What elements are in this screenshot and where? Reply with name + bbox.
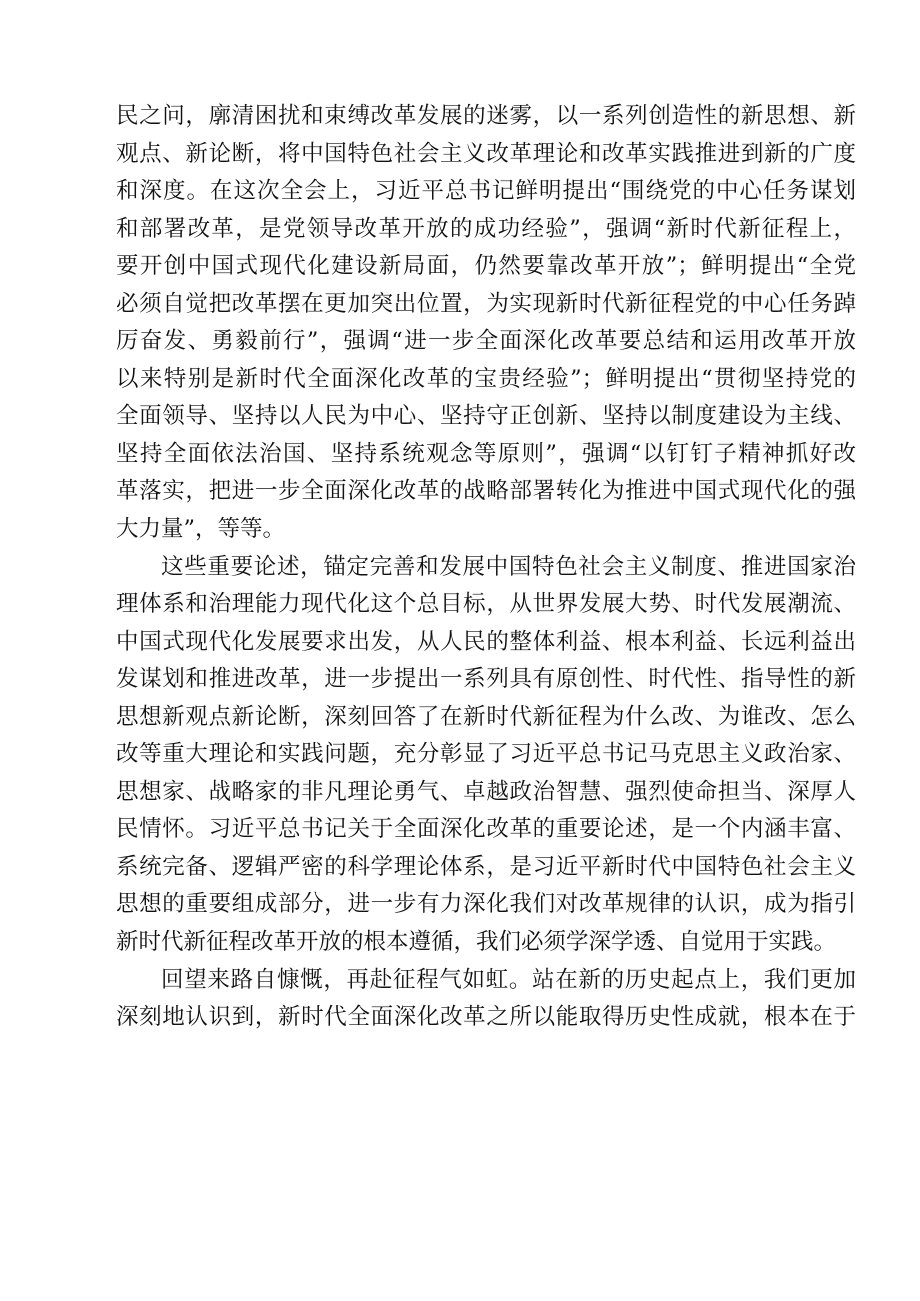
- text-line: 民之问，廓清困扰和束缚改革发展的迷雾，以一系列创造性的新思想、新: [116, 103, 856, 129]
- text-line: 厉奋发、勇毅前行”，强调“进一步全面深化改革要总结和运用改革开放: [116, 328, 856, 355]
- body-text: [116, 98, 856, 1037]
- text-line: 新时代新征程改革开放的根本遵循，我们必须学深学透、自觉用于实践。: [116, 929, 837, 956]
- text-line: 革落实，把进一步全面深化改革的战略部署转化为推进中国式现代化的强: [116, 478, 856, 505]
- text-line: 观点、新论断，将中国特色社会主义改革理论和改革实践推进到新的广度: [116, 140, 856, 167]
- text-line: 全面领导、坚持以人民为中心、坚持守正创新、坚持以制度建设为主线、: [116, 403, 856, 430]
- text-line: 深刻地认识到，新时代全面深化改革之所以能取得历史性成就，根本在于: [116, 1004, 856, 1031]
- text-line: 大力量”，等等。: [116, 516, 286, 543]
- text-line: 必须自觉把改革摆在更加突出位置，为实现新时代新征程党的中心任务踔: [116, 290, 856, 317]
- text-line: 这些重要论述，锚定完善和发展中国特色社会主义制度、推进国家治: [161, 553, 856, 580]
- text-line: 系统完备、逻辑严密的科学理论体系，是习近平新时代中国特色社会主义: [116, 853, 856, 880]
- text-line: 和部署改革，是党领导改革开放的成功经验”，强调“新时代新征程上，: [116, 215, 856, 242]
- text-line: 以来特别是新时代全面深化改革的宝贵经验”；鲜明提出“贯彻坚持党的: [116, 365, 856, 392]
- text-line: 和深度。在这次全会上，习近平总书记鲜明提出“围绕党的中心任务谋划: [116, 178, 856, 205]
- text-line: 中国式现代化发展要求出发，从人民的整体利益、根本利益、长远利益出: [116, 628, 856, 655]
- text-line: 改等重大理论和实践问题，充分彰显了习近平总书记马克思主义政治家、: [116, 741, 856, 768]
- text-line: 理体系和治理能力现代化这个总目标，从世界发展大势、时代发展潮流、: [116, 591, 856, 618]
- text-line: 思想家、战略家的非凡理论勇气、卓越政治智慧、强烈使命担当、深厚人: [116, 778, 856, 805]
- text-line: 回望来路自慷慨，再赴征程气如虹。站在新的历史起点上，我们更加: [161, 966, 856, 993]
- text-line: 思想的重要组成部分，进一步有力深化我们对改革规律的认识，成为指引: [116, 891, 856, 918]
- text-line: 民情怀。习近平总书记关于全面深化改革的重要论述，是一个内涵丰富、: [116, 816, 856, 843]
- text-line: 坚持全面依法治国、坚持系统观念等原则”，强调“以钉钉子精神抓好改: [116, 440, 856, 467]
- text-line: 发谋划和推进改革，进一步提出一系列具有原创性、时代性、指导性的新: [116, 666, 856, 693]
- text-line: 要开创中国式现代化建设新局面，仍然要靠改革开放”；鲜明提出“全党: [116, 253, 856, 280]
- text-line: 思想新观点新论断，深刻回答了在新时代新征程为什么改、为谁改、怎么: [116, 703, 856, 730]
